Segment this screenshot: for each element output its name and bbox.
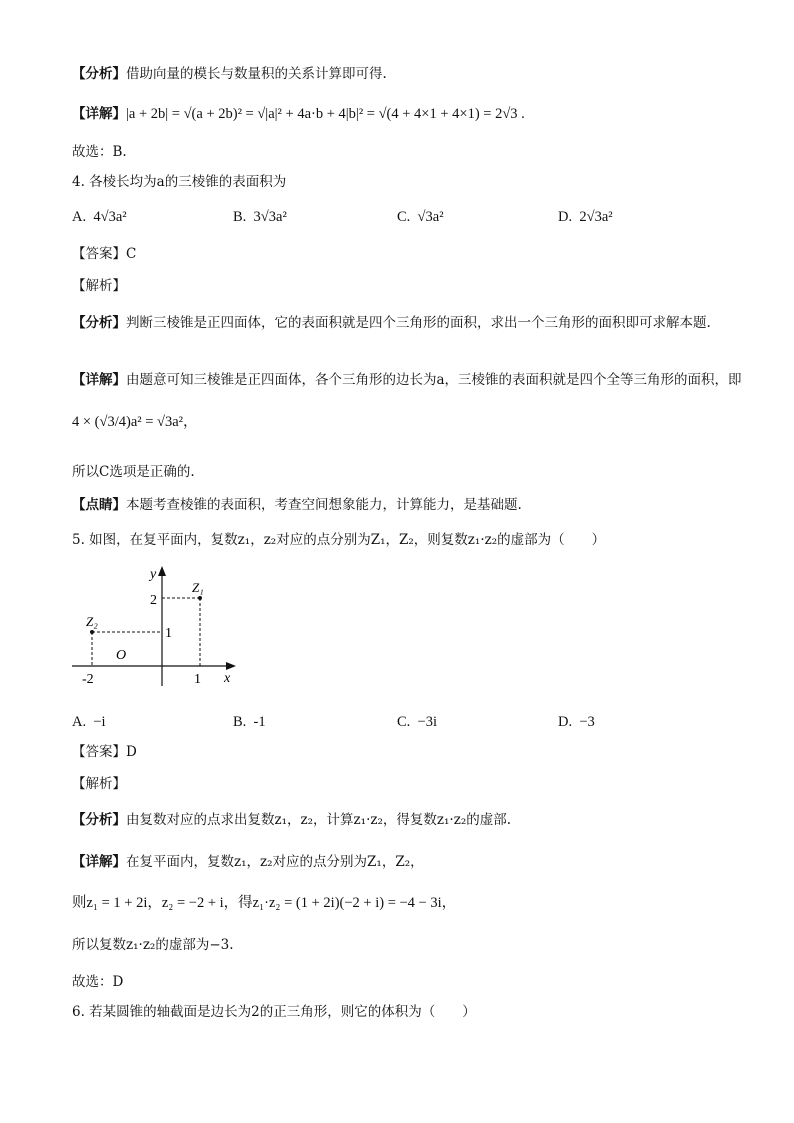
q4-answer: 【答案】C	[72, 246, 137, 262]
q4-option-b: B. 3√3a²	[233, 209, 287, 225]
point-z2	[90, 630, 94, 634]
q5-conclusion: 故选：D	[72, 974, 124, 990]
q4-option-a: A. 4√3a²	[72, 209, 127, 225]
q4-stem: 4. 各棱长均为a的三棱锥的表面积为	[72, 174, 287, 190]
detail-formula: |a + 2b| = √(a + 2b)² = √|a|² + 4a·b + 4|b|² = √(4 + 4×1 + 4×1) = 2√3 .	[126, 106, 525, 122]
q4-option-c: C. √3a²	[397, 209, 444, 225]
q4-analysis-heading: 【解析】	[72, 278, 126, 294]
tick-label-y-1: 1	[165, 626, 172, 641]
origin-label: O	[116, 648, 127, 663]
q5-detail: 【详解】在复平面内，复数z₁，z₂对应的点分别为Z₁，Z₂，	[72, 854, 424, 870]
q5-answer: 【答案】D	[72, 744, 137, 760]
q4-comment: 【点睛】本题考查棱锥的表面积，考查空间想象能力，计算能力，是基础题.	[72, 497, 522, 513]
axis-label-y: y	[150, 567, 157, 582]
detail-tag: 【详解】	[72, 106, 126, 122]
complex-plane-figure	[66, 562, 246, 690]
tick-label-x-neg2: -2	[82, 672, 94, 687]
q3-analysis	[72, 64, 732, 84]
point-z1	[198, 596, 202, 600]
y-axis-arrow	[158, 566, 166, 576]
q4-conclusion: 所以C选项是正确的.	[72, 464, 195, 480]
q5-stem: 5. 如图，在复平面内，复数z₁，z₂对应的点分别为Z₁，Z₂，则复数z₁·z₂的虚部为（ ）	[72, 532, 606, 548]
x-axis-arrow	[226, 662, 236, 670]
q4-analysis: 【分析】判断三棱锥是正四面体，它的表面积就是四个三角形的面积，求出一个三角形的面积即可求解本题.	[72, 315, 711, 331]
q6-stem: 6. 若某圆锥的轴截面是边长为2的正三角形，则它的体积为（ ）	[72, 1004, 476, 1020]
point-label-z1: Z₁	[192, 580, 204, 595]
analysis-tag: 【分析】	[72, 66, 126, 82]
analysis-text: 借助向量的模长与数量积的关系计算即可得.	[126, 66, 387, 82]
tick-label-x-1: 1	[194, 672, 201, 687]
q5-detail-line3: 所以复数z₁·z₂的虚部为−3.	[72, 937, 234, 953]
q5-analysis-heading: 【解析】	[72, 776, 126, 792]
q5-analysis: 【分析】由复数对应的点求出复数z₁，z₂，计算z₁·z₂，得复数z₁·z₂的虚部.	[72, 812, 512, 828]
tick-label-y-2: 2	[150, 593, 157, 608]
q5-option-d: D. −3	[558, 714, 595, 730]
q5-detail-line2: 则z₁ = 1 + 2i，z₂ = −2 + i，得z₁·z₂ = (1 + 2i)(−2 + i) = −4 − 3i，	[72, 895, 457, 911]
point-label-z2: Z₂	[86, 614, 98, 629]
q4-option-d: D. 2√3a²	[558, 209, 613, 225]
axis-label-x: x	[224, 671, 231, 686]
q5-option-b: B. -1	[233, 714, 266, 730]
q3-conclusion: 故选：B.	[72, 144, 127, 160]
q5-option-a: A. −i	[72, 714, 106, 730]
q3-detail	[72, 104, 732, 124]
q4-detail-formula: 4 × (√3/4)a² = √3a²，	[72, 414, 198, 430]
q4-detail: 【详解】由题意可知三棱锥是正四面体，各个三角形的边长为a，三棱锥的表面积就是四个全等三角形的面积，即	[72, 372, 742, 388]
q5-option-c: C. −3i	[397, 714, 438, 730]
